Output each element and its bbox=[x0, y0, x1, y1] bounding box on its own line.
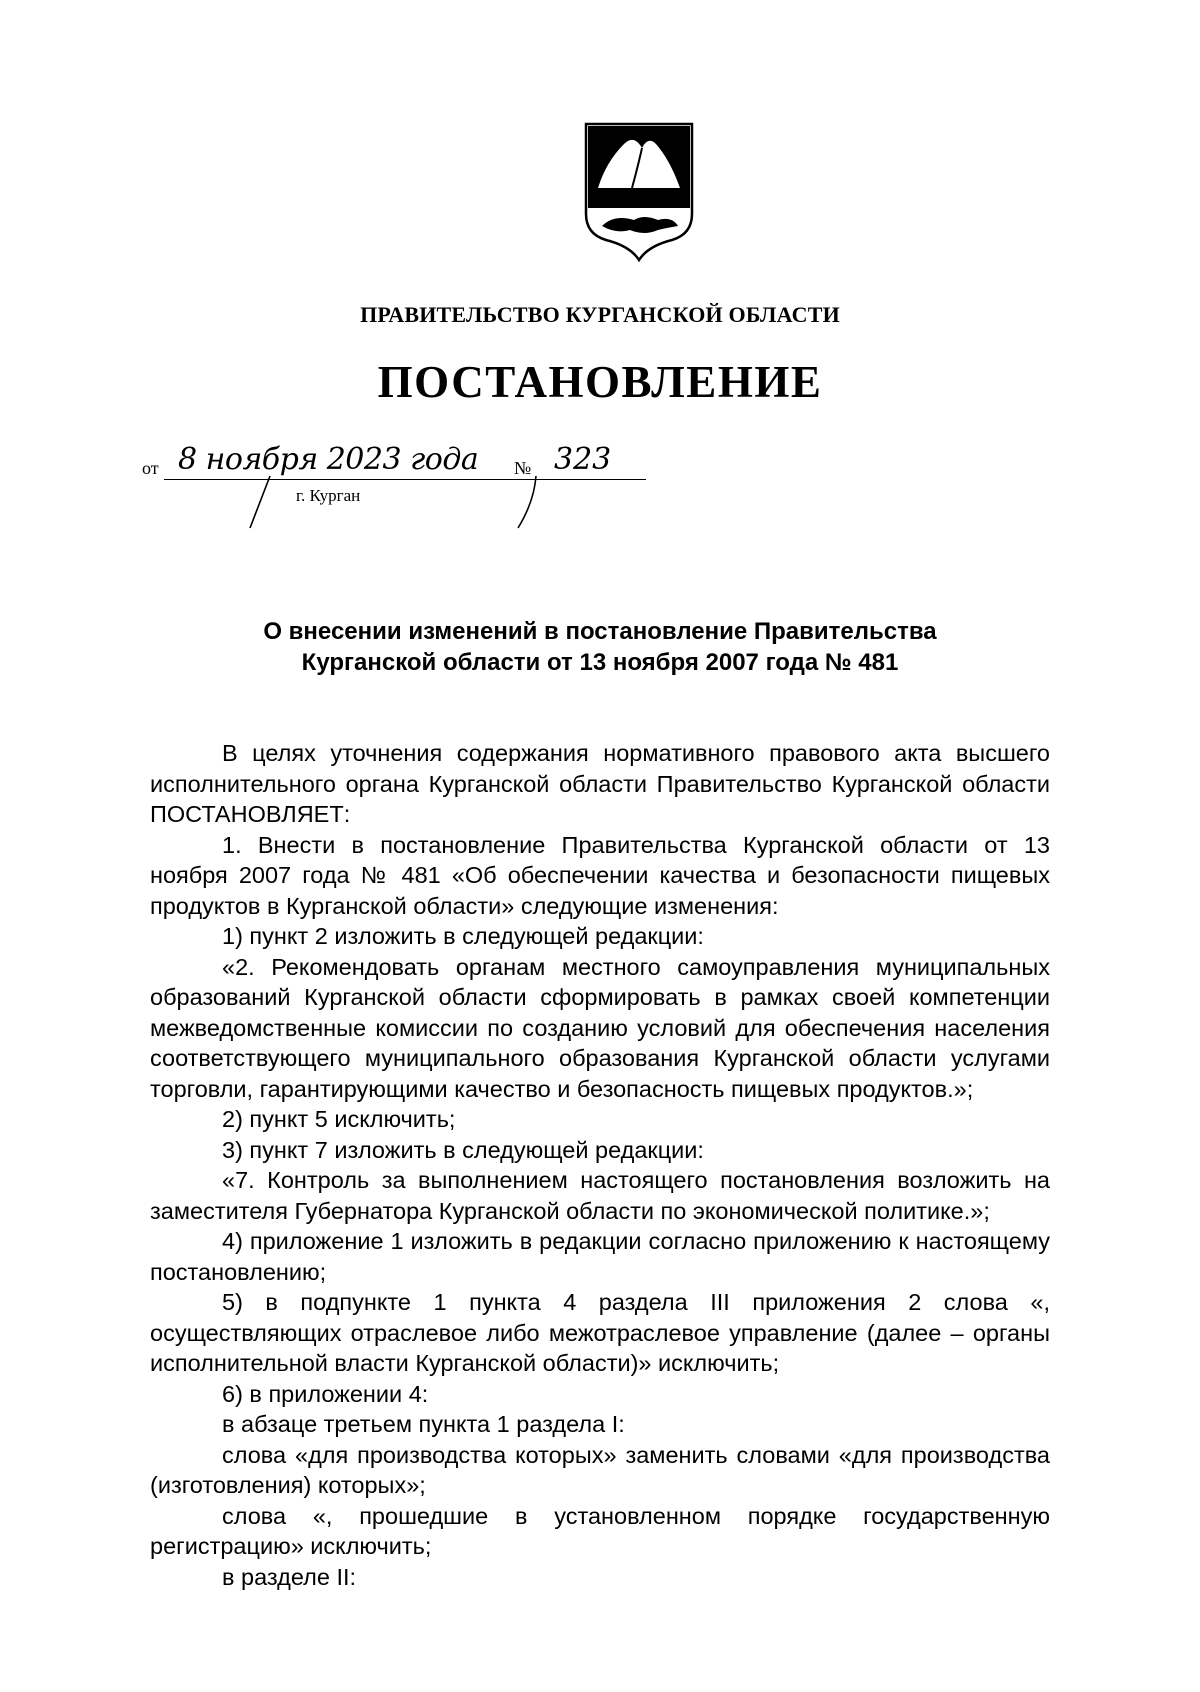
subject-line-2: Курганской области от 13 ноября 2007 года № 481 bbox=[301, 649, 899, 676]
handwriting-descender-strokes bbox=[242, 472, 602, 532]
city-label: г. Курган bbox=[296, 486, 361, 505]
body-paragraph: слова «для производства которых» заменить словами «для производства (изготовления) которых»; bbox=[150, 1441, 1050, 1498]
body-paragraph: «2. Рекомендовать органам местного самоуправления муниципальных образований Курганской области сформировать в рамках своей компетенции межведомственные комиссии по созданию условий для обеспечения населения соответствующего муниципального образования Курганской области услугами торговли, гарантирующими качество и безопасность пищевых продуктов.»; bbox=[150, 953, 1050, 1102]
body-paragraph: «7. Контроль за выполнением настоящего постановления возложить на заместителя Губернатора Курганской области по экономической политике.»; bbox=[150, 1167, 1050, 1224]
handwritten-date: 8 ноября 2023 года bbox=[178, 442, 479, 477]
document-type-title: ПОСТАНОВЛЕНИЕ bbox=[377, 357, 823, 407]
body-paragraph: 3) пункт 7 изложить в следующей редакции: bbox=[222, 1136, 704, 1163]
body-paragraph: 6) в приложении 4: bbox=[222, 1380, 429, 1407]
coat-of-arms-icon bbox=[584, 122, 694, 262]
body-paragraph: в абзаце третьем пункта 1 раздела I: bbox=[222, 1411, 625, 1437]
handwritten-number: 323 bbox=[554, 442, 612, 477]
date-number-block bbox=[142, 442, 662, 532]
body-paragraph: 1) пункт 2 изложить в следующей редакции: bbox=[222, 923, 704, 949]
document-subject bbox=[150, 616, 1050, 678]
body-paragraph: 4) приложение 1 изложить в редакции согласно приложению к настоящему постановлению; bbox=[150, 1228, 1050, 1285]
body-paragraph: слова «, прошедшие в установленном порядке государственную регистрацию» исключить; bbox=[150, 1502, 1050, 1559]
document-body bbox=[150, 738, 1050, 1592]
body-paragraph: 1. Внести в постановление Правительства Курганской области от 13 ноября 2007 года № 481 «Об обеспечении качества и безопасности пищевых продуктов в Курганской области» следующие изменения: bbox=[150, 831, 1050, 919]
body-paragraph: в разделе II: bbox=[222, 1563, 357, 1590]
number-label: № bbox=[514, 458, 532, 478]
from-label: от bbox=[142, 458, 159, 478]
body-paragraph: В целях уточнения содержания нормативного правового акта высшего исполнительного органа Курганской области Правительство Курганской области ПОСТАНОВЛЯЕТ: bbox=[150, 740, 1050, 827]
subject-line-1: О внесении изменений в постановление Правительства bbox=[263, 618, 937, 645]
organization-name: ПРАВИТЕЛЬСТВО КУРГАНСКОЙ ОБЛАСТИ bbox=[360, 302, 840, 327]
body-paragraph: 2) пункт 5 исключить; bbox=[222, 1106, 456, 1132]
body-paragraph: 5) в подпункте 1 пункта 4 раздела III приложения 2 слова «, осуществляющих отраслевое либо межотраслевое управление (далее – органы исполнительной власти Курганской области)» исключить; bbox=[150, 1289, 1050, 1376]
